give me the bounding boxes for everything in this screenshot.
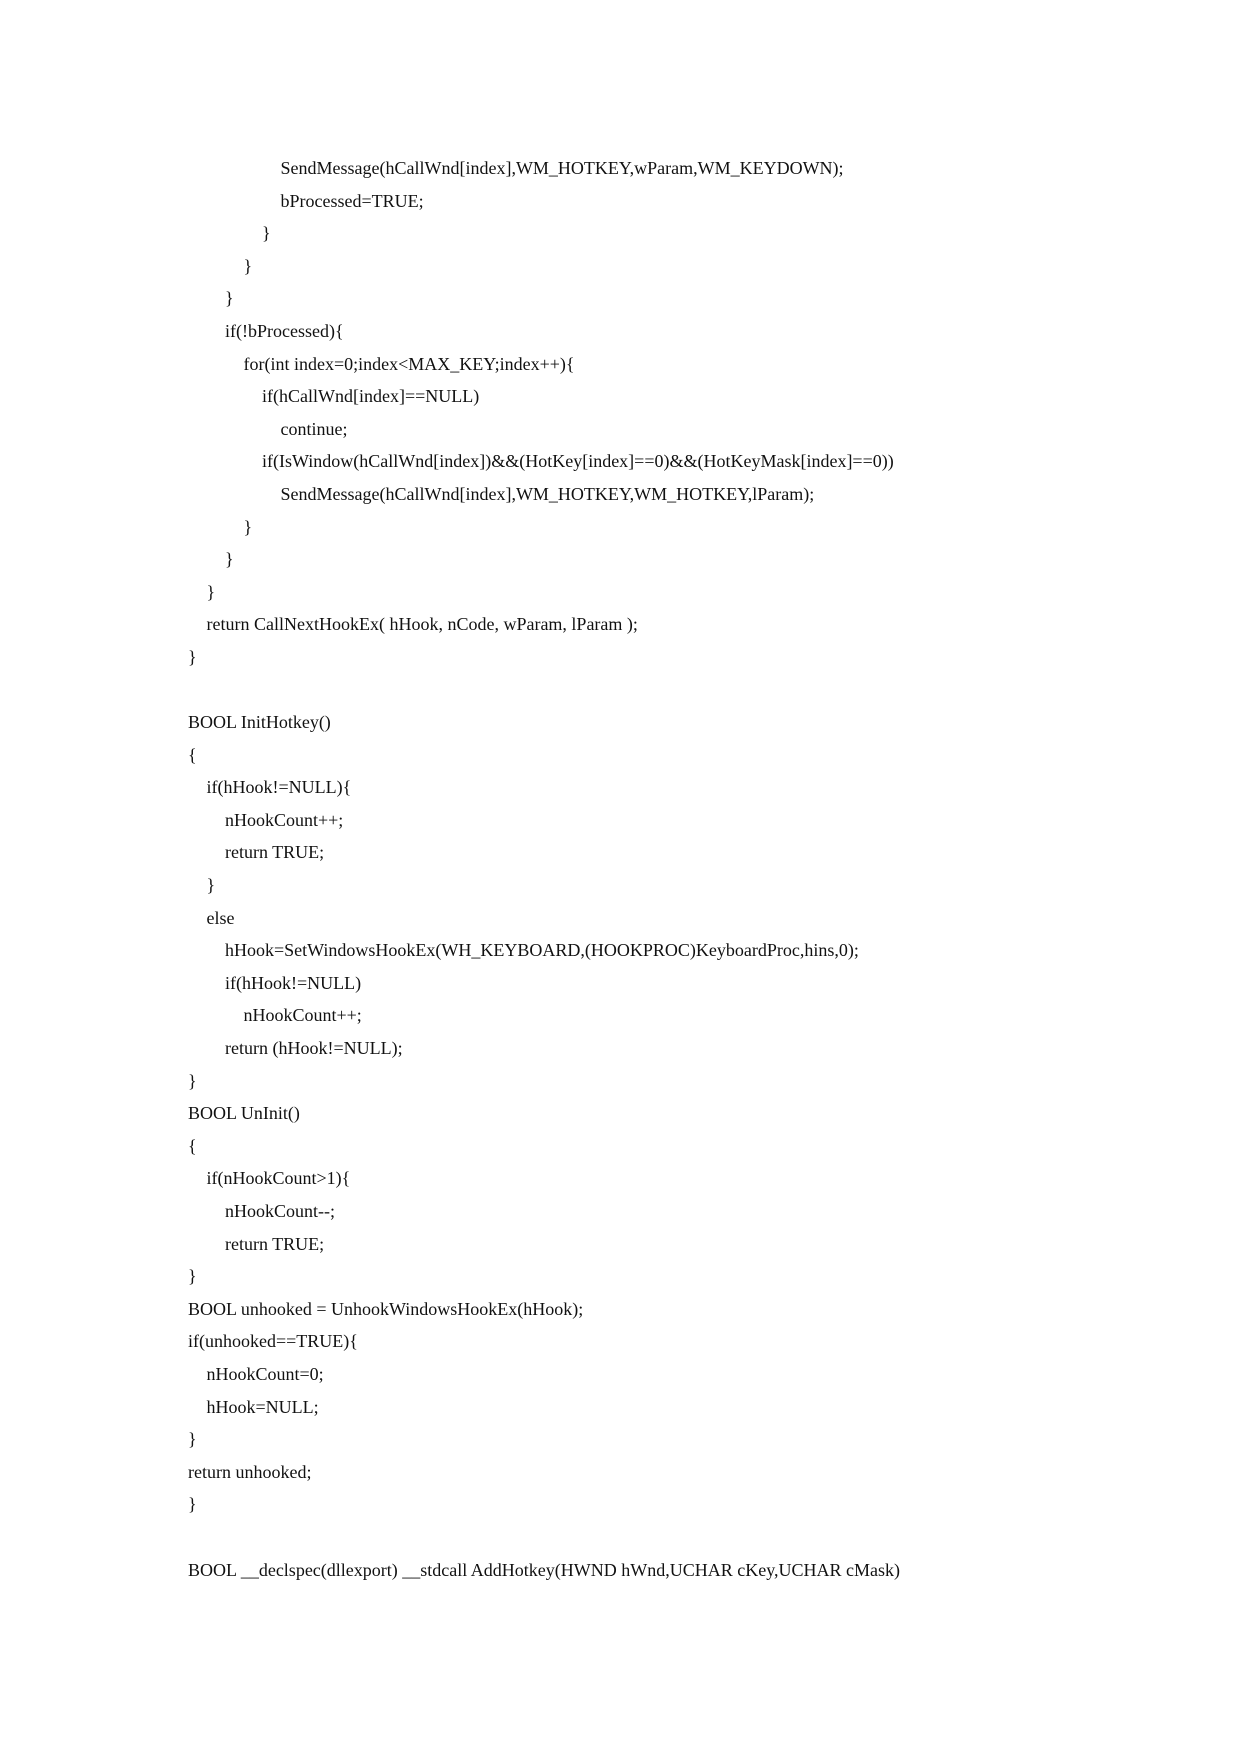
code-line: return TRUE; bbox=[225, 842, 325, 863]
code-line: if(hHook!=NULL) bbox=[225, 972, 362, 993]
code-line: else bbox=[206, 907, 235, 928]
code-line: SendMessage(hCallWnd[index],WM_HOTKEY,WM_HOTKEY,lParam); bbox=[280, 483, 815, 504]
code-line: } bbox=[225, 549, 234, 570]
code-line bbox=[188, 1521, 1188, 1554]
code-line: BOOL InitHotkey() bbox=[188, 712, 331, 733]
code-line: } bbox=[243, 516, 253, 537]
code-line: { bbox=[188, 744, 197, 765]
code-line: SendMessage(hCallWnd[index],WM_HOTKEY,wParam,WM_KEYDOWN); bbox=[280, 158, 844, 178]
code-line: hHook=NULL; bbox=[206, 1396, 319, 1417]
code-line: return CallNextHookEx( hHook, nCode, wParam, lParam ); bbox=[206, 614, 638, 635]
code-line: return TRUE; bbox=[225, 1233, 325, 1254]
code-line: { bbox=[188, 1135, 197, 1156]
code-listing bbox=[188, 152, 1188, 1586]
code-line: if(hCallWnd[index]==NULL) bbox=[262, 386, 480, 407]
code-line: } bbox=[206, 875, 216, 896]
code-line: for(int index=0;index<MAX_KEY;index++){ bbox=[243, 353, 575, 374]
code-line: } bbox=[206, 581, 216, 602]
code-line: BOOL __declspec(dllexport) __stdcall AddHotkey(HWND hWnd,UCHAR cKey,UCHAR cMask) bbox=[188, 1559, 901, 1580]
code-line: nHookCount++; bbox=[243, 1005, 362, 1026]
code-line: } bbox=[188, 1429, 197, 1450]
code-line: return (hHook!=NULL); bbox=[225, 1038, 403, 1059]
code-line: return unhooked; bbox=[188, 1461, 312, 1482]
code-line: continue; bbox=[280, 418, 348, 439]
code-line: if(IsWindow(hCallWnd[index])&&(HotKey[index]==0)&&(HotKeyMask[index]==0)) bbox=[262, 451, 894, 472]
code-line: if(!bProcessed){ bbox=[225, 320, 344, 341]
code-line: } bbox=[188, 1070, 197, 1091]
code-line: } bbox=[188, 1494, 197, 1515]
code-line: } bbox=[225, 288, 234, 309]
code-line: } bbox=[188, 646, 197, 667]
code-line: nHookCount++; bbox=[225, 809, 344, 830]
code-line: if(nHookCount>1){ bbox=[206, 1168, 351, 1189]
code-line: if(hHook!=NULL){ bbox=[206, 777, 352, 798]
code-line: } bbox=[262, 223, 271, 244]
code-line: nHookCount--; bbox=[225, 1201, 335, 1221]
code-line: hHook=SetWindowsHookEx(WH_KEYBOARD,(HOOKPROC)KeyboardProc,hins,0); bbox=[225, 940, 859, 961]
code-line: bProcessed=TRUE; bbox=[280, 190, 424, 211]
code-line: BOOL unhooked = UnhookWindowsHookEx(hHook); bbox=[188, 1298, 584, 1319]
code-line: BOOL UnInit() bbox=[188, 1103, 300, 1124]
code-line: if(unhooked==TRUE){ bbox=[188, 1331, 358, 1352]
code-line: nHookCount=0; bbox=[206, 1363, 324, 1384]
code-line bbox=[188, 674, 1188, 707]
code-line: } bbox=[243, 255, 253, 276]
code-line: } bbox=[188, 1266, 197, 1287]
